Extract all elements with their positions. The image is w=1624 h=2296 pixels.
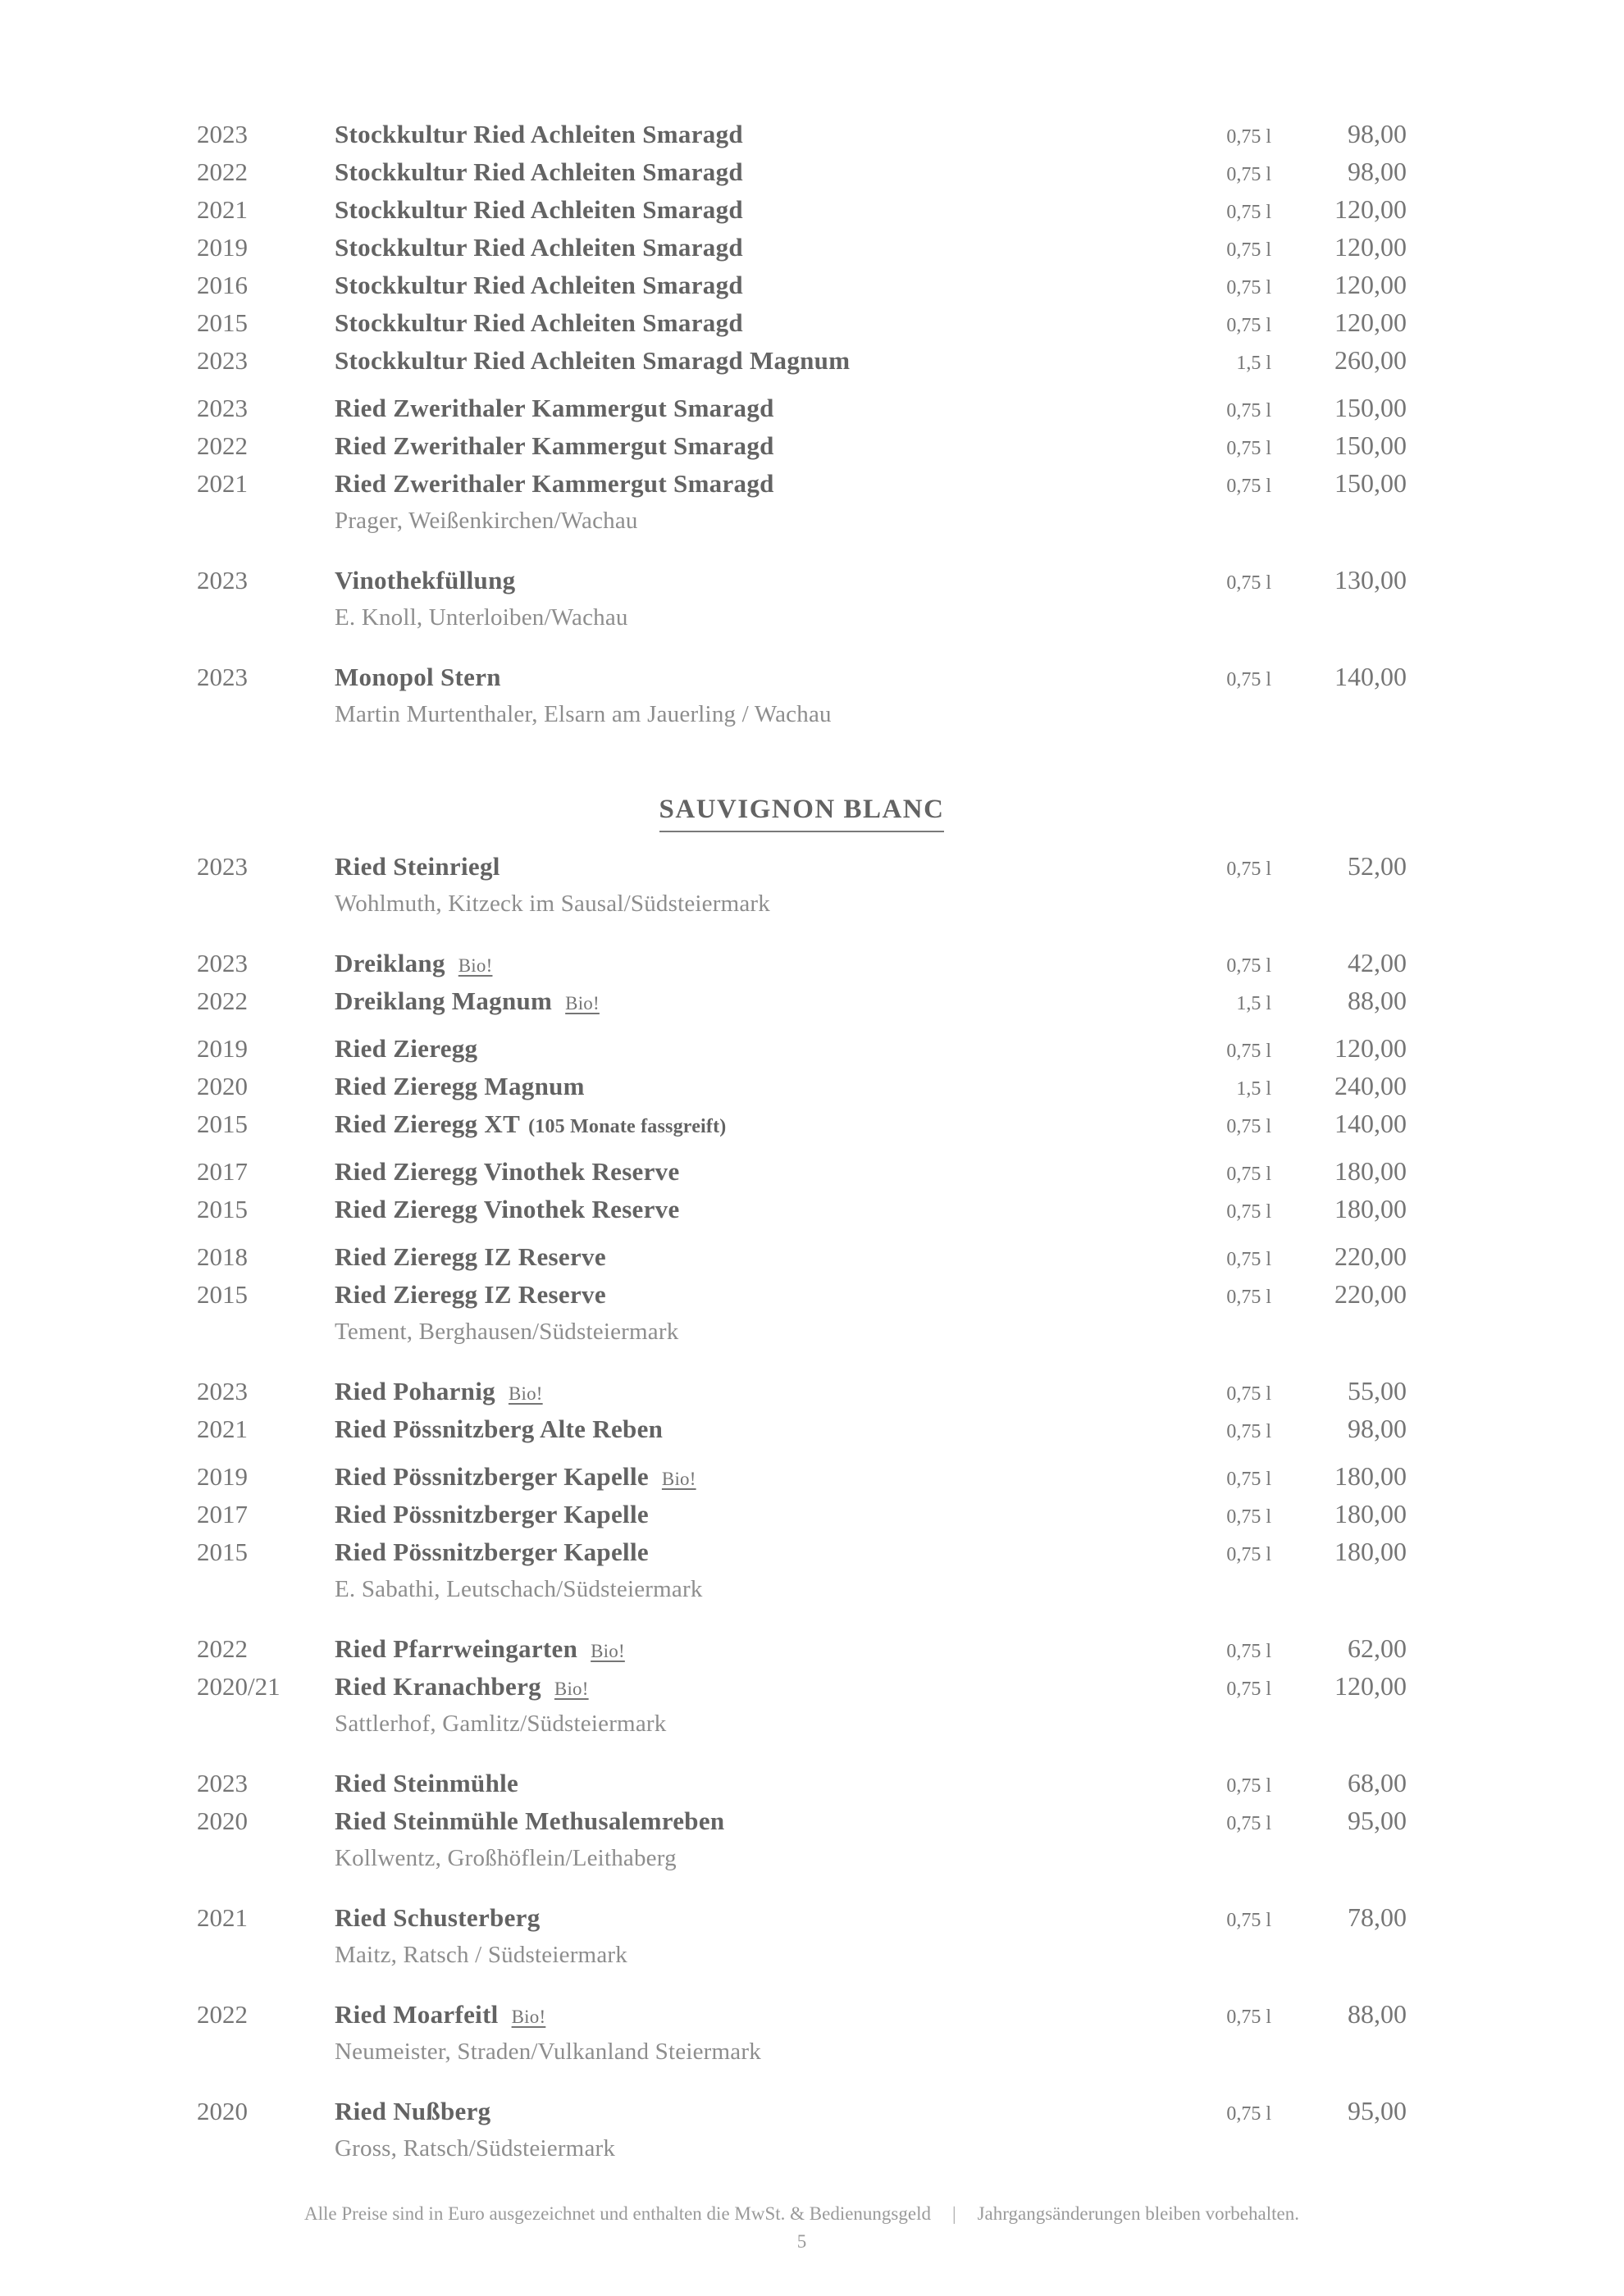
bottle-volume: 0,75 l (1226, 476, 1271, 497)
price: 180,00 (1334, 1156, 1407, 1186)
wine-group (197, 1372, 1407, 1447)
wine-row (197, 847, 1407, 885)
producer-line: E. Sabathi, Leutschach/Südsteiermark (335, 1576, 703, 1602)
wine-name: Stockkultur Ried Achleiten Smaragd (335, 233, 743, 262)
wine-name: Monopol Stern (335, 663, 501, 691)
wine-table (197, 115, 1407, 2167)
vintage-year: 2022 (197, 157, 248, 186)
vintage-year: 2021 (197, 1414, 248, 1443)
bottle-volume: 0,75 l (1226, 164, 1271, 185)
bottle-volume: 0,75 l (1226, 1201, 1271, 1223)
producer-line: Gross, Ratsch/Südsteiermark (335, 2135, 616, 2162)
bottle-volume: 0,75 l (1226, 1469, 1271, 1490)
wine-name: Ried Steinmühle Methusalemreben (335, 1806, 725, 1835)
wine-name: Stockkultur Ried Achleiten Smaragd (335, 308, 743, 337)
price: 150,00 (1334, 430, 1407, 460)
producer-line: Sattlerhof, Gamlitz/Südsteiermark (335, 1711, 667, 1737)
price: 120,00 (1334, 1671, 1407, 1701)
wine-name: Ried Zwerithaler Kammergut Smaragd (335, 394, 774, 422)
producer-line: Neumeister, Straden/Vulkanland Steiermark (335, 2039, 761, 2065)
vintage-year: 2023 (197, 663, 248, 691)
price: 62,00 (1348, 1633, 1407, 1663)
bio-badge: Bio! (661, 1469, 696, 1489)
wine-name: Stockkultur Ried Achleiten Smaragd Magnum (335, 346, 851, 375)
wine-group (197, 1152, 1407, 1228)
bottle-volume: 0,75 l (1226, 1641, 1271, 1662)
wine-name: Ried Pössnitzberger Kapelle Bio! (335, 1462, 696, 1491)
wine-group (197, 944, 1407, 1019)
wine-group (197, 115, 1407, 379)
producer-line: Wohlmuth, Kitzeck im Sausal/Südsteiermark (335, 891, 770, 917)
wine-group (197, 1995, 1407, 2070)
bottle-volume: 0,75 l (1226, 1544, 1271, 1565)
price: 180,00 (1334, 1499, 1407, 1528)
wine-row (197, 982, 1407, 1019)
bio-badge: Bio! (554, 1679, 589, 1699)
wine-group (197, 1898, 1407, 1974)
wine-section (197, 790, 1407, 2167)
wine-row (197, 1898, 1407, 1936)
bottle-volume: 0,75 l (1226, 1249, 1271, 1270)
bio-badge: Bio! (508, 1383, 543, 1404)
bottle-volume: 0,75 l (1226, 572, 1271, 594)
bottle-volume: 0,75 l (1226, 1041, 1271, 1062)
wine-row (197, 944, 1407, 982)
price: 98,00 (1348, 157, 1407, 186)
wine-name: Ried Zieregg XT (105 Monate fassgreift) (335, 1109, 727, 1138)
wine-name: Ried Pfarrweingarten Bio! (335, 1634, 625, 1663)
wine-name: Ried Zieregg Magnum (335, 1072, 585, 1100)
wine-name: Ried Zieregg Vinothek Reserve (335, 1195, 680, 1223)
bottle-volume: 0,75 l (1226, 1775, 1271, 1797)
producer-line: Prager, Weißenkirchen/Wachau (335, 508, 638, 534)
wine-name: Vinothekfüllung (335, 566, 516, 594)
wine-row (197, 1105, 1407, 1142)
wine-row (197, 1629, 1407, 1667)
section-title-row (197, 790, 1407, 832)
wine-row (197, 1152, 1407, 1190)
price: 42,00 (1348, 948, 1407, 977)
vintage-year: 2015 (197, 1109, 248, 1138)
bottle-volume: 0,75 l (1226, 669, 1271, 690)
wine-row (197, 1067, 1407, 1105)
price: 180,00 (1334, 1537, 1407, 1566)
wine-row (197, 115, 1407, 153)
vintage-year: 2023 (197, 949, 248, 977)
vintage-year: 2015 (197, 1538, 248, 1566)
bottle-volume: 0,75 l (1226, 1506, 1271, 1528)
wine-row (197, 1802, 1407, 1839)
vintage-year: 2015 (197, 1195, 248, 1223)
bottle-volume: 0,75 l (1226, 1813, 1271, 1834)
price: 140,00 (1334, 1109, 1407, 1138)
wine-row (197, 303, 1407, 341)
wine-row (197, 1410, 1407, 1447)
footer-note-right: Jahrgangsänderungen bleiben vorbehalten. (977, 2203, 1299, 2224)
producer-line: Kollwentz, Großhöflein/Leithaberg (335, 1845, 677, 1871)
producer-line: Tement, Berghausen/Südsteiermark (335, 1319, 679, 1345)
wine-group (197, 658, 1407, 733)
price: 180,00 (1334, 1461, 1407, 1491)
wine-row (197, 426, 1407, 464)
vintage-year: 2023 (197, 1769, 248, 1797)
bottle-volume: 0,75 l (1226, 1116, 1271, 1137)
vintage-year: 2020 (197, 1806, 248, 1835)
wine-name: Ried Pössnitzberger Kapelle (335, 1500, 649, 1528)
bottle-volume: 0,75 l (1226, 400, 1271, 421)
wine-name: Ried Zieregg IZ Reserve (335, 1242, 606, 1271)
wine-row (197, 266, 1407, 303)
wine-row (197, 561, 1407, 599)
wine-row (197, 1667, 1407, 1705)
price: 68,00 (1348, 1768, 1407, 1797)
vintage-year: 2023 (197, 394, 248, 422)
price: 95,00 (1348, 2096, 1407, 2125)
vintage-year: 2017 (197, 1157, 248, 1186)
wine-name: Stockkultur Ried Achleiten Smaragd (335, 271, 743, 299)
wine-row (197, 1029, 1407, 1067)
vintage-year: 2020 (197, 1072, 248, 1100)
bottle-volume: 0,75 l (1226, 1383, 1271, 1405)
vintage-year: 2020 (197, 2097, 248, 2125)
wine-name: Ried Steinriegl (335, 852, 500, 881)
price: 78,00 (1348, 1902, 1407, 1932)
price: 120,00 (1334, 194, 1407, 224)
bottle-volume: 1,5 l (1236, 353, 1271, 374)
wine-list-content (197, 115, 1407, 2256)
wine-name: Dreiklang Bio! (335, 949, 493, 977)
wine-row (197, 464, 1407, 502)
vintage-year: 2019 (197, 233, 248, 262)
wine-group (197, 1029, 1407, 1142)
price: 150,00 (1334, 468, 1407, 498)
price: 220,00 (1334, 1241, 1407, 1271)
wine-row (197, 389, 1407, 426)
price: 140,00 (1334, 662, 1407, 691)
wine-name: Ried Schusterberg (335, 1903, 541, 1932)
price: 150,00 (1334, 393, 1407, 422)
wine-row (197, 1372, 1407, 1410)
bottle-volume: 0,75 l (1226, 202, 1271, 223)
wine-group (197, 1764, 1407, 1877)
bottle-volume: 0,75 l (1226, 1421, 1271, 1442)
bottle-volume: 0,75 l (1226, 438, 1271, 459)
bottle-volume: 0,75 l (1226, 1164, 1271, 1185)
vintage-year: 2022 (197, 986, 248, 1015)
vintage-year: 2019 (197, 1034, 248, 1063)
bottle-volume: 0,75 l (1226, 1679, 1271, 1700)
bio-badge: Bio! (565, 993, 600, 1014)
bottle-volume: 1,5 l (1236, 1078, 1271, 1100)
section-title: SAUVIGNON BLANC (659, 790, 945, 832)
price: 55,00 (1348, 1376, 1407, 1405)
producer-line: Maitz, Ratsch / Südsteiermark (335, 1942, 627, 1968)
wine-name: Ried Zieregg (335, 1034, 478, 1063)
wine-row (197, 1533, 1407, 1570)
price: 240,00 (1334, 1071, 1407, 1100)
bio-badge: Bio! (511, 2007, 546, 2027)
price: 88,00 (1348, 1999, 1407, 2029)
wine-row (197, 153, 1407, 190)
wine-name: Ried Pössnitzberger Kapelle (335, 1538, 649, 1566)
bottle-volume: 0,75 l (1226, 239, 1271, 261)
bottle-volume: 0,75 l (1226, 2103, 1271, 2125)
wine-name: Ried Kranachberg Bio! (335, 1672, 589, 1701)
footer (197, 2200, 1407, 2228)
vintage-year: 2016 (197, 271, 248, 299)
vintage-year: 2020/21 (197, 1672, 281, 1701)
price: 120,00 (1334, 270, 1407, 299)
wine-row (197, 1237, 1407, 1275)
vintage-year: 2022 (197, 431, 248, 460)
vintage-year: 2023 (197, 1377, 248, 1405)
footer-divider: | (951, 2203, 956, 2224)
price: 98,00 (1348, 119, 1407, 148)
price: 220,00 (1334, 1279, 1407, 1309)
bio-badge: Bio! (591, 1641, 625, 1661)
wine-row (197, 1495, 1407, 1533)
price: 52,00 (1348, 851, 1407, 881)
bottle-volume: 0,75 l (1226, 315, 1271, 336)
wine-row (197, 2092, 1407, 2130)
wine-group (197, 847, 1407, 922)
wine-name: Ried Pössnitzberg Alte Reben (335, 1414, 664, 1443)
price: 95,00 (1348, 1806, 1407, 1835)
wine-group (197, 1457, 1407, 1608)
wine-row (197, 658, 1407, 695)
vintage-year: 2018 (197, 1242, 248, 1271)
producer-line: E. Knoll, Unterloiben/Wachau (335, 604, 628, 631)
bottle-volume: 0,75 l (1226, 2007, 1271, 2028)
bottle-volume: 0,75 l (1226, 859, 1271, 880)
vintage-year: 2023 (197, 852, 248, 881)
vintage-year: 2015 (197, 308, 248, 337)
wine-group (197, 561, 1407, 636)
price: 260,00 (1334, 345, 1407, 375)
wine-name: Stockkultur Ried Achleiten Smaragd (335, 195, 743, 224)
wine-name: Ried Zieregg IZ Reserve (335, 1280, 606, 1309)
page-number: 5 (796, 2231, 807, 2252)
wine-name: Ried Zieregg Vinothek Reserve (335, 1157, 680, 1186)
bottle-volume: 0,75 l (1226, 1910, 1271, 1931)
bottle-volume: 1,5 l (1236, 993, 1271, 1014)
vintage-year: 2019 (197, 1462, 248, 1491)
price: 120,00 (1334, 232, 1407, 262)
footer-note-left: Alle Preise sind in Euro ausgezeichnet und enthalten die MwSt. & Bedienungsgeld (304, 2203, 931, 2224)
bottle-volume: 0,75 l (1226, 277, 1271, 298)
aging-note: (105 Monate fassgreift) (528, 1116, 727, 1137)
wine-row (197, 1995, 1407, 2033)
wine-section (197, 115, 1407, 733)
wine-name: Ried Steinmühle (335, 1769, 519, 1797)
price: 98,00 (1348, 1414, 1407, 1443)
wine-name: Ried Poharnig Bio! (335, 1377, 543, 1405)
producer-line: Martin Murtenthaler, Elsarn am Jauerling / Wachau (335, 701, 832, 727)
bottle-volume: 0,75 l (1226, 126, 1271, 148)
vintage-year: 2022 (197, 2000, 248, 2029)
wine-name: Stockkultur Ried Achleiten Smaragd (335, 157, 743, 186)
wine-name: Ried Moarfeitl Bio! (335, 2000, 546, 2029)
wine-row (197, 1457, 1407, 1495)
wine-row (197, 190, 1407, 228)
wine-row (197, 228, 1407, 266)
vintage-year: 2017 (197, 1500, 248, 1528)
wine-group (197, 1237, 1407, 1351)
wine-row (197, 1764, 1407, 1802)
wine-name: Stockkultur Ried Achleiten Smaragd (335, 120, 743, 148)
wine-row (197, 341, 1407, 379)
vintage-year: 2023 (197, 566, 248, 594)
price: 120,00 (1334, 1033, 1407, 1063)
price: 180,00 (1334, 1194, 1407, 1223)
price: 130,00 (1334, 565, 1407, 594)
bottle-volume: 0,75 l (1226, 1287, 1271, 1308)
vintage-year: 2023 (197, 346, 248, 375)
price: 88,00 (1348, 986, 1407, 1015)
wine-name: Ried Zwerithaler Kammergut Smaragd (335, 431, 774, 460)
wine-row (197, 1190, 1407, 1228)
vintage-year: 2015 (197, 1280, 248, 1309)
vintage-year: 2021 (197, 469, 248, 498)
wine-group (197, 2092, 1407, 2167)
vintage-year: 2022 (197, 1634, 248, 1663)
wine-group (197, 389, 1407, 540)
wine-name: Dreiklang Magnum Bio! (335, 986, 600, 1015)
wine-name: Ried Nußberg (335, 2097, 491, 2125)
vintage-year: 2021 (197, 1903, 248, 1932)
wine-group (197, 1629, 1407, 1742)
wine-name: Ried Zwerithaler Kammergut Smaragd (335, 469, 774, 498)
bottle-volume: 0,75 l (1226, 955, 1271, 977)
price: 120,00 (1334, 308, 1407, 337)
vintage-year: 2023 (197, 120, 248, 148)
wine-row (197, 1275, 1407, 1313)
bio-badge: Bio! (458, 955, 493, 976)
vintage-year: 2021 (197, 195, 248, 224)
